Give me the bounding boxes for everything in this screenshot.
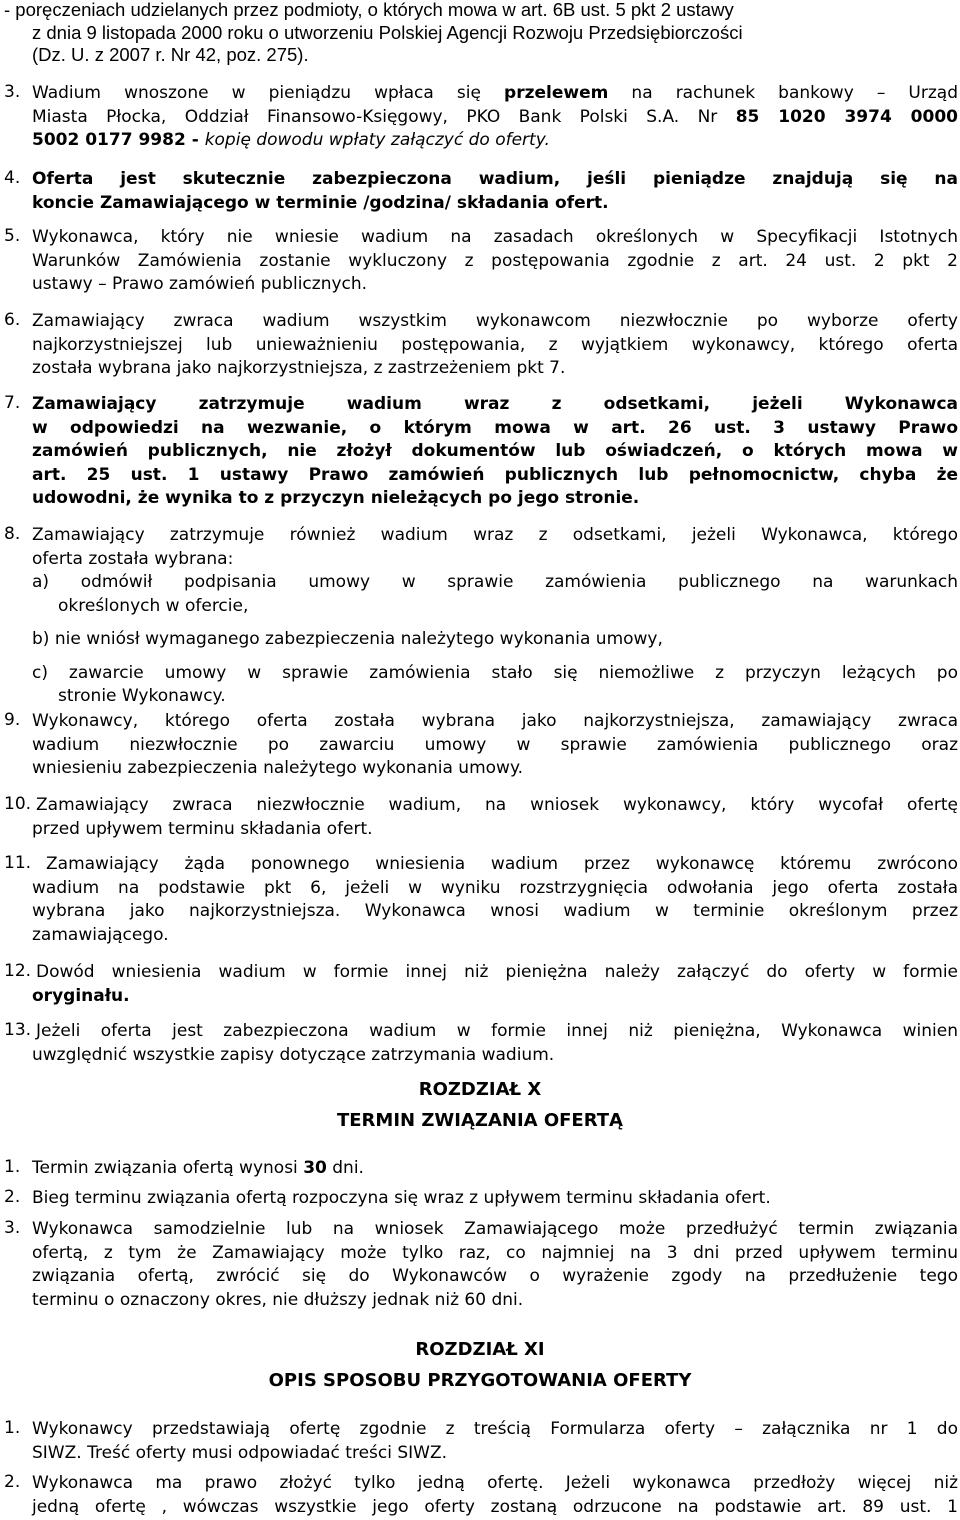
paragraph-8 [0, 524, 958, 709]
paragraph-number: 5. [4, 226, 21, 246]
paragraph-9 [0, 710, 958, 781]
paragraph-body [32, 877, 958, 948]
text: b) nie wniósł wymaganego zabezpieczenia należytego wykonania umowy, [32, 629, 663, 649]
text: c) zawarcie umowy w sprawie zamówienia stało się niemożliwe z przyczyn leżących po [32, 662, 958, 683]
text: w odpowiedzi na wezwanie, o którym mowa w art. 26 ust. 3 ustawy Prawo [32, 417, 958, 438]
text: zamawiającego. [32, 924, 169, 945]
item-number: 1. [4, 1157, 21, 1177]
text: art. 25 ust. 1 ustawy Prawo zamówień publicznych lub pełnomocnictw, chyba że [32, 464, 958, 485]
paragraph-body [32, 961, 958, 1008]
item-body [32, 1187, 958, 1211]
sub-item-a [32, 571, 958, 618]
text-bold: oryginału. [32, 985, 130, 1006]
text: została wybrana jako najkorzystniejsza, z zastrzeżeniem pkt 7. [32, 358, 566, 378]
paragraph-body [32, 168, 958, 215]
text-bold: przelewem [504, 83, 609, 103]
paragraph-body [32, 82, 958, 153]
chapter11-item-1 [0, 1418, 958, 1465]
account-number: 5002 0177 9982 - [32, 130, 205, 150]
paragraph-number: 13. [4, 1020, 32, 1040]
account-number: 85 1020 3974 0000 [735, 106, 959, 127]
text-italic: kopię dowodu wpłaty załączyć do oferty. [204, 130, 550, 150]
chapter11-item-2 [0, 1472, 958, 1519]
item-body [32, 1218, 958, 1312]
text: oferta została wybrana: [32, 548, 234, 569]
item-body [32, 1157, 958, 1181]
item-number: 3. [4, 1218, 21, 1238]
paragraph-7 [0, 393, 958, 511]
intro-line: z dnia 9 listopada 2000 roku o utworzeniu Polskiej Agencji Rozwoju Przedsiębiorczości [32, 21, 743, 43]
text: terminu o oznaczony okres, nie dłuższy jednak niż 60 dni. [32, 1289, 524, 1310]
text: Wykonawca samodzielnie lub na wniosek Zamawiającego może przedłużyć termin związania [32, 1219, 958, 1239]
text: wadium na podstawie pkt 6, jeżeli w wyniku rozstrzygnięcia odwołania jego oferta została [32, 877, 958, 898]
paragraph-number: 6. [4, 310, 21, 330]
item-body [32, 1418, 958, 1465]
chapter-title: ROZDZIAŁ X [418, 1079, 542, 1100]
text: najkorzystniejszej lub unieważnieniu postępowania, z wyjątkiem wykonawcy, którego oferta [32, 334, 958, 355]
text: SIWZ. Treść oferty musi odpowiadać treści SIWZ. [32, 1442, 448, 1463]
paragraph-body [32, 524, 958, 709]
text: jedną ofertę , wówczas wszystkie jego oferty zostaną odrzucone na podstawie art. 89 ust. 1 [32, 1496, 958, 1517]
text: Wykonawcy przedstawiają ofertę zgodnie z treścią Formularza oferty – załącznika nr 1 do [32, 1419, 958, 1439]
text: związania ofertą, zwrócić się do Wykonawców o wyrażenie zgody na przedłużenie tego [32, 1266, 958, 1286]
paragraph-body [32, 1020, 958, 1067]
text: Jeżeli oferta jest zabezpieczona wadium w formie innej niż pieniężna, Wykonawca winien [36, 1021, 958, 1041]
chapter-subtitle: TERMIN ZWIĄZANIA OFERTĄ [336, 1110, 623, 1131]
chapter-subtitle: OPIS SPOSOBU PRZYGOTOWANIA OFERTY [268, 1370, 692, 1391]
text: Wykonawca, który nie wniesie wadium na zasadach określonych w Specyfikacji Istotnych [32, 227, 958, 247]
text: ustawy – Prawo zamówień publicznych. [32, 274, 368, 294]
text: Warunków Zamówienia zostanie wykluczony z postępowania zgodnie z art. 24 ust. 2 pkt 2 [32, 250, 958, 271]
text: udowodni, że wynika to z przyczyn nieleżących po jego stronie. [32, 488, 640, 508]
text: Miasta Płocka, Oddział Finansowo-Księgowy, PKO Bank Polski S.A. Nr [32, 106, 736, 127]
chapter10-item-1 [0, 1157, 958, 1181]
text-bold: 30 [303, 1158, 327, 1178]
text: uwzględnić wszystkie zapisy dotyczące zatrzymania wadium. [32, 1044, 555, 1065]
chapter-title: ROZDZIAŁ XI [415, 1339, 545, 1360]
sub-item-b [32, 628, 958, 652]
chapter10-item-3 [0, 1218, 958, 1312]
paragraph-number: 11. [4, 853, 32, 873]
paragraph-number: 10. [4, 794, 32, 814]
text: przed upływem terminu składania ofert. [32, 818, 373, 839]
paragraph-number: 3. [4, 82, 21, 102]
text: Oferta jest skutecznie zabezpieczona wadium, jeśli pieniądze znajdują się na [32, 169, 958, 189]
text: Zamawiający żąda ponownego wniesienia wadium przez wykonawcę któremu zwrócono [46, 854, 958, 874]
intro-paragraph [4, 0, 954, 67]
paragraph-body [32, 794, 958, 841]
text: Dowód wniesienia wadium w formie innej niż pieniężna należy załączyć do oferty w formie [36, 962, 958, 982]
intro-line: - poręczeniach udzielanych przez podmioty, o których mowa w art. 6B ust. 5 pkt 2 ustawy [4, 0, 734, 20]
text: Zamawiający zwraca niezwłocznie wadium, na wniosek wykonawcy, który wycofał ofertę [36, 795, 958, 815]
paragraph-number: 8. [4, 524, 21, 544]
text: Wadium wnoszone w pieniądzu wpłaca się [32, 83, 505, 103]
paragraph-number: 9. [4, 710, 21, 730]
text: Bieg terminu związania ofertą rozpoczyna się wraz z upływem terminu składania ofert. [32, 1188, 771, 1208]
text: na rachunek bankowy – Urząd [608, 83, 958, 103]
text: wniesieniu zabezpieczenia należytego wykonania umowy. [32, 758, 523, 778]
item-number: 1. [4, 1418, 21, 1438]
intro-line: (Dz. U. z 2007 r. Nr 42, poz. 275). [32, 44, 309, 65]
text: ofertą, z tym że Zamawiający może tylko raz, co najmniej na 3 dni przed upływem terminu [32, 1242, 958, 1263]
chapter10-item-2 [0, 1187, 958, 1211]
item-number: 2. [4, 1187, 21, 1207]
paragraph-body [32, 710, 958, 781]
paragraph-number: 7. [4, 393, 21, 413]
item-body [32, 1472, 958, 1519]
text: a) odmówił podpisania umowy w sprawie zamówienia publicznego na warunkach [32, 572, 958, 592]
paragraph-body [32, 310, 958, 381]
paragraph-13 [0, 1020, 958, 1067]
paragraph-11 [0, 853, 958, 947]
text: określonych w ofercie, [58, 595, 249, 616]
paragraph-body [32, 226, 958, 297]
paragraph-number: 12. [4, 961, 32, 981]
text: Wykonawca ma prawo złożyć tylko jedną ofertę. Jeżeli wykonawca przedłoży więcej niż [32, 1473, 958, 1493]
text: Zamawiający zatrzymuje również wadium wraz z odsetkami, jeżeli Wykonawca, którego [32, 525, 958, 545]
paragraph-6 [0, 310, 958, 381]
paragraph-12 [0, 961, 958, 1008]
text: Wykonawcy, którego oferta została wybrana jako najkorzystniejsza, zamawiający zwraca [32, 711, 958, 731]
paragraph-4 [0, 168, 958, 215]
paragraph-3 [0, 82, 958, 153]
item-number: 2. [4, 1472, 21, 1492]
text: Zamawiający zatrzymuje wadium wraz z odsetkami, jeżeli Wykonawca [32, 394, 958, 414]
text: dni. [326, 1158, 364, 1178]
paragraph-body [46, 853, 958, 877]
paragraph-number: 4. [4, 168, 21, 188]
sub-item-c [32, 662, 958, 709]
text: Termin związania ofertą wynosi [32, 1158, 304, 1178]
text: stronie Wykonawcy. [58, 686, 226, 706]
text: zamówień publicznych, nie złożył dokumentów lub oświadczeń, o których mowa w [32, 441, 958, 461]
text: koncie Zamawiającego w terminie /godzina/ składania ofert. [32, 192, 609, 213]
paragraph-body [32, 393, 958, 511]
paragraph-5 [0, 226, 958, 297]
text: wadium niezwłocznie po zawarciu umowy w sprawie zamówienia publicznego oraz [32, 734, 958, 755]
paragraph-10 [0, 794, 958, 841]
text: wybrana jako najkorzystniejsza. Wykonawca wnosi wadium w terminie określonym przez [32, 901, 958, 921]
text: Zamawiający zwraca wadium wszystkim wykonawcom niezwłocznie po wyborze oferty [32, 311, 958, 331]
